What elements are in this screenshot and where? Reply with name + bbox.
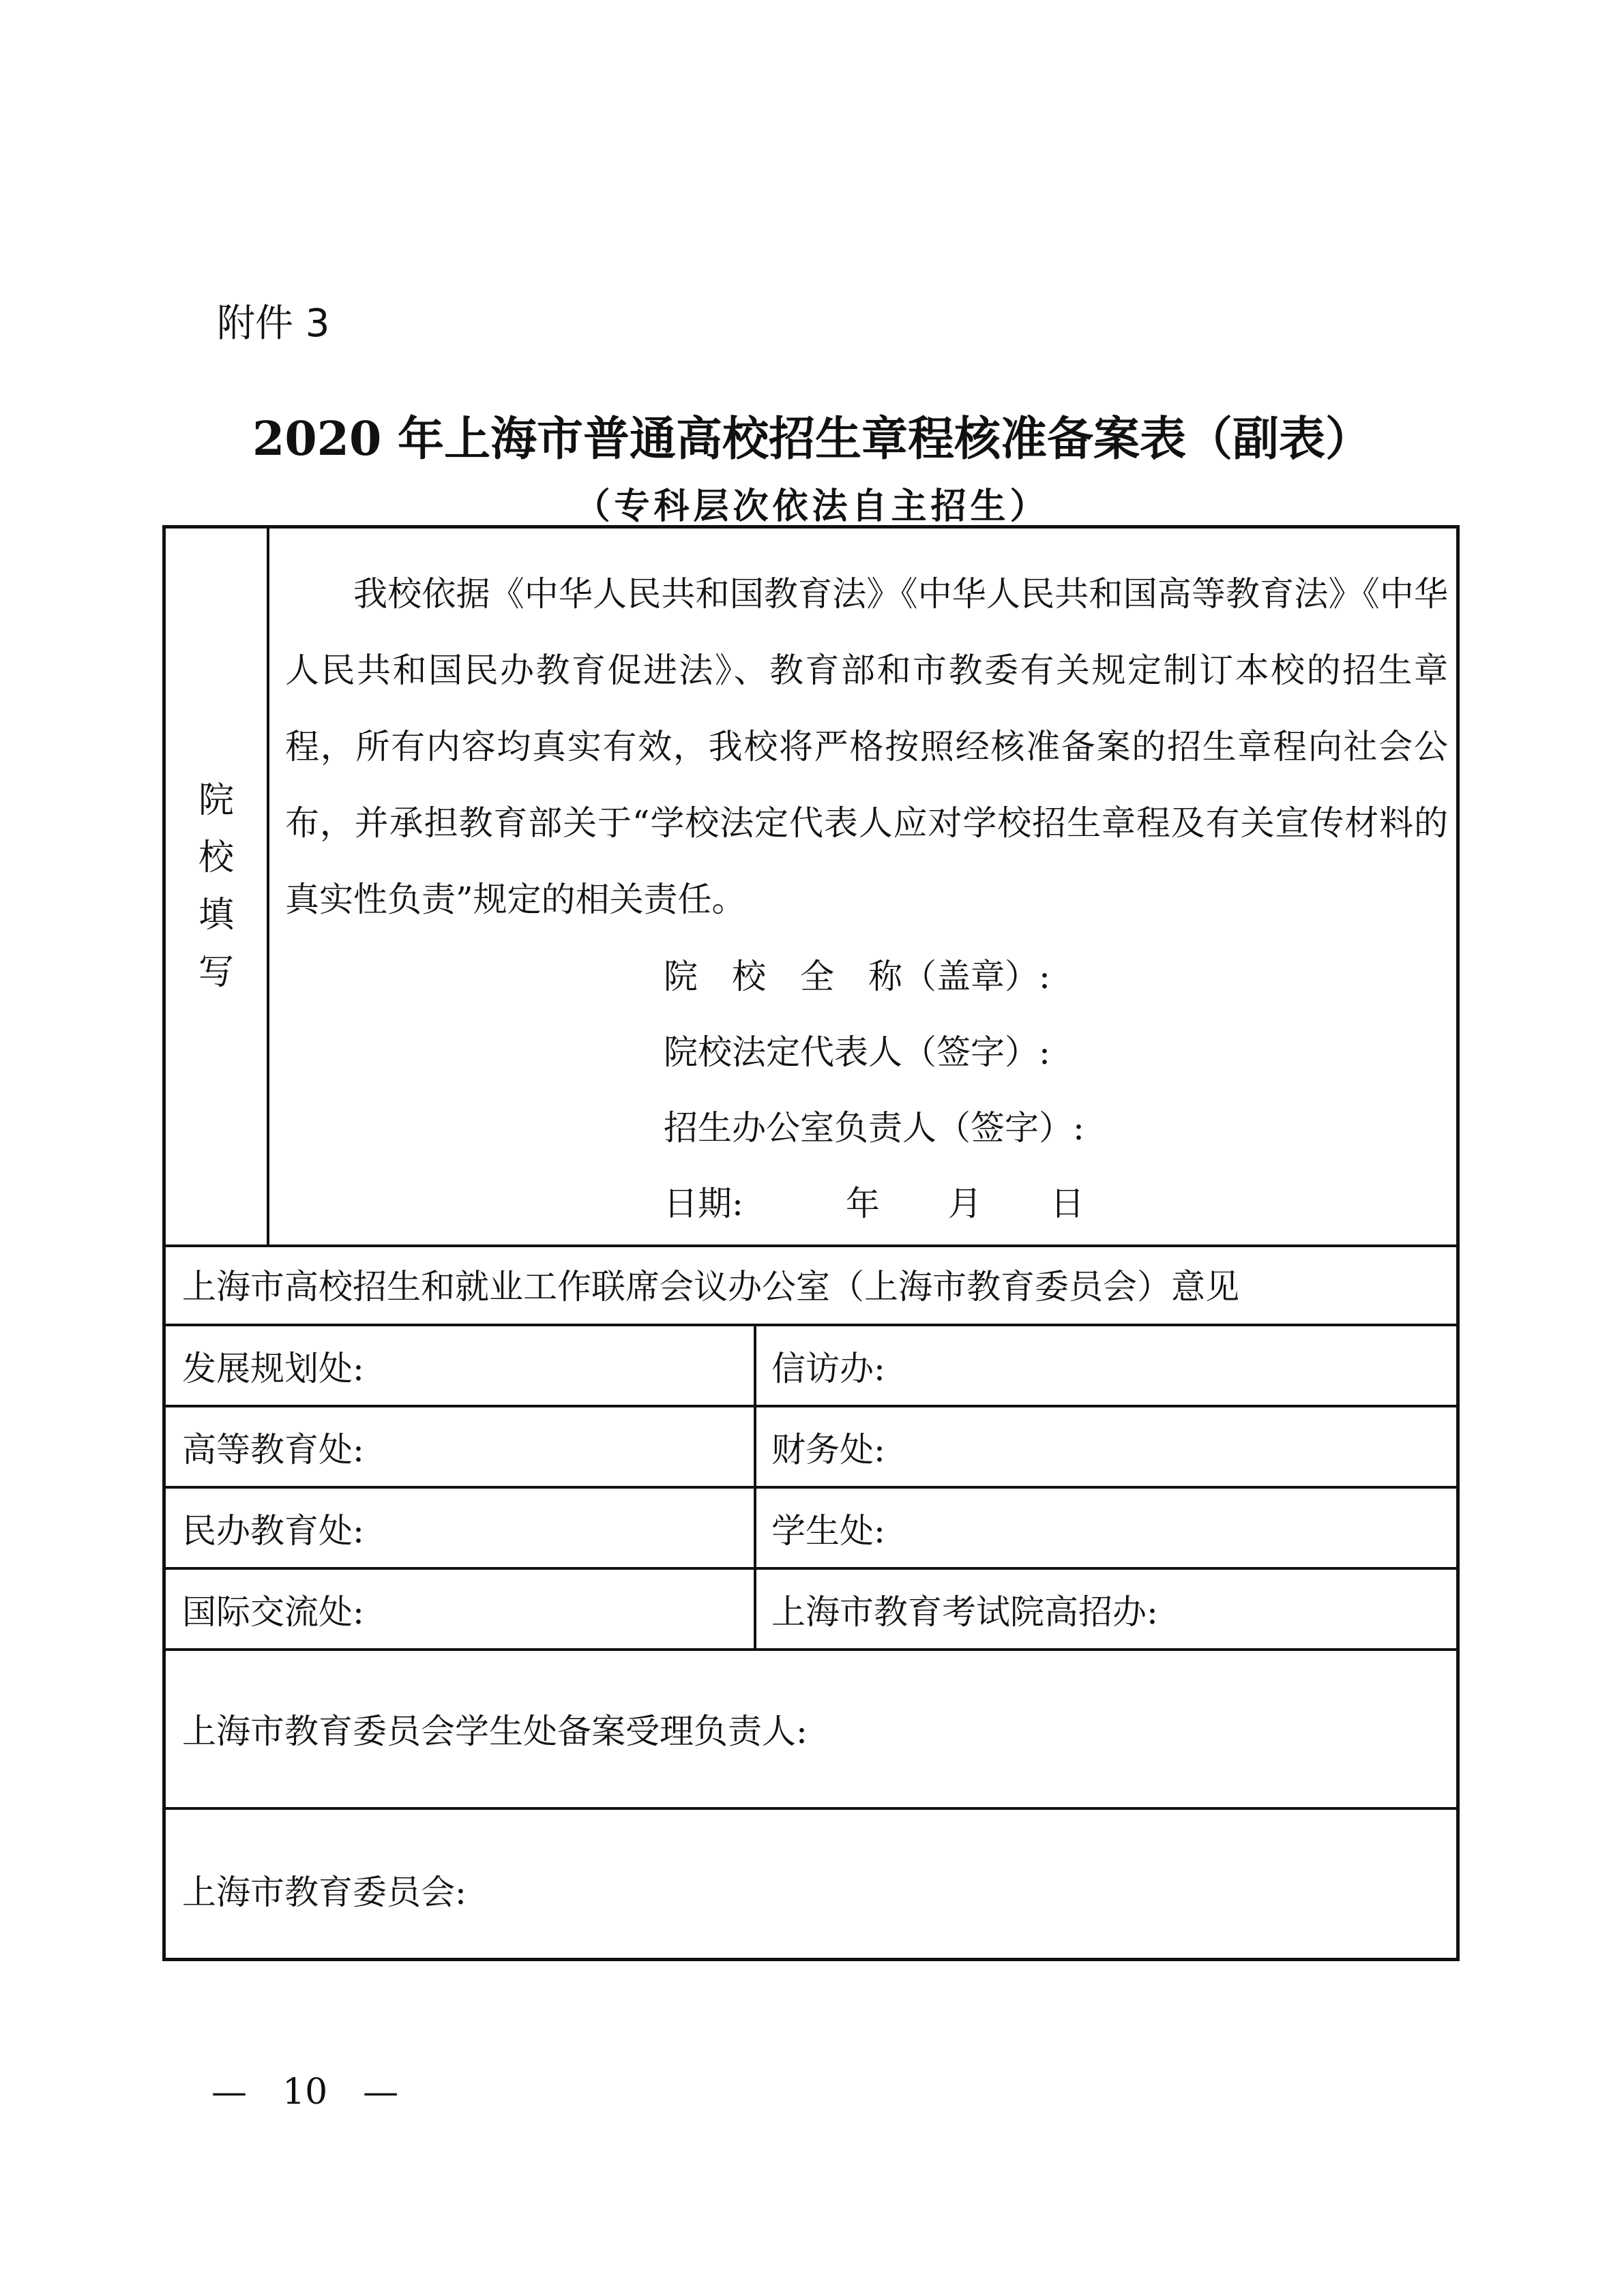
dept-finance-field[interactable]: 财务处: (771, 1430, 885, 1470)
filing-form-table (162, 525, 1460, 1961)
row-divider (166, 1324, 1456, 1326)
row-divider (166, 1567, 1456, 1570)
commission-field[interactable]: 上海市教育委员会: (182, 1873, 467, 1912)
row-divider (166, 1244, 1456, 1247)
opinion-header: 上海市高校招生和就业工作联席会议办公室（上海市教育委员会）意见 (182, 1267, 1239, 1307)
admissions-head-signature-field[interactable]: 招生办公室负责人（签字）: (664, 1108, 1084, 1148)
row-divider (166, 1807, 1456, 1810)
filing-officer-field[interactable]: 上海市教育委员会学生处备案受理负责人: (182, 1712, 808, 1751)
dept-higher-education-field[interactable]: 高等教育处: (182, 1430, 364, 1470)
row-divider (166, 1648, 1456, 1651)
legal-representative-signature-field[interactable]: 院校法定代表人（签字）: (664, 1032, 1050, 1072)
date-field[interactable]: 日期: 年 月 日 (664, 1184, 1084, 1223)
dept-exam-authority-field[interactable]: 上海市教育考试院高招办: (771, 1592, 1158, 1632)
school-declaration: 我校依据《中华人民共和国教育法》《中华人民共和国高等教育法》《中华人民共和国民办教育促进法》、教育部和市教委有关规定制订本校的招生章程，所有内容均真实有效，我校将严格按照经核准备案的招生章程向社会公布，并承担教育部关于“学校法定代表人应对学校招生章程及有关宣传材料的真实性负责”规定的相关责任。 (285, 574, 1448, 919)
page-subtitle: （专科层次依法自主招生） (574, 486, 1050, 527)
side-divider (267, 528, 269, 1244)
dept-student-affairs-field[interactable]: 学生处: (771, 1511, 885, 1551)
side-label-char: 院 (198, 780, 234, 821)
dept-petition-office-field[interactable]: 信访办: (771, 1349, 885, 1388)
side-label-char: 校 (198, 837, 234, 878)
page-number: — 10 — (211, 2072, 399, 2113)
dept-development-planning-field[interactable]: 发展规划处: (182, 1349, 364, 1388)
page-title: 2020 年上海市普通高校招生章程核准备案表（副表） (252, 412, 1372, 466)
school-fill-side-label (166, 528, 267, 1244)
side-label-char: 填 (198, 895, 234, 936)
school-name-seal-field[interactable]: 院 校 全 称（盖章）: (664, 957, 1050, 996)
side-label-char: 写 (198, 952, 234, 993)
row-divider (166, 1486, 1456, 1489)
dept-private-education-field[interactable]: 民办教育处: (182, 1511, 364, 1551)
row-divider (166, 1405, 1456, 1407)
attachment-label: 附件 3 (217, 301, 330, 346)
dept-international-exchange-field[interactable]: 国际交流处: (182, 1592, 364, 1632)
